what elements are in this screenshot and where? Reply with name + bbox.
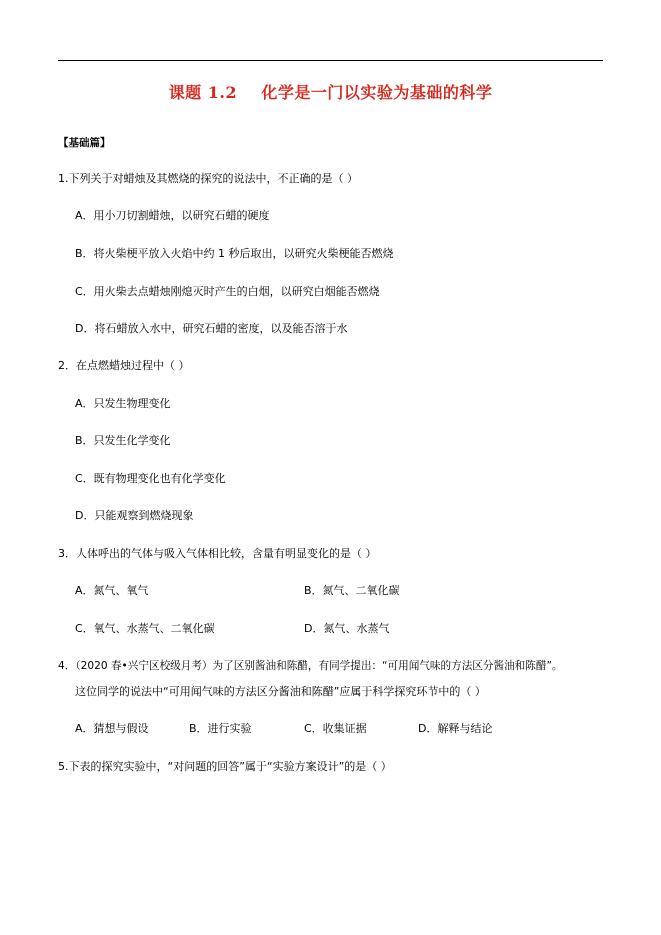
question-3-option-a: A．氮气、氧气 bbox=[75, 584, 149, 597]
header-rule bbox=[58, 60, 603, 61]
question-4-option-b: B．进行实验 bbox=[189, 722, 252, 735]
question-3-option-d: D．氮气、水蒸气 bbox=[304, 622, 390, 635]
question-5-stem: 5.下表的探究实验中，“对问题的回答”属于“实验方案设计”的是（ ） bbox=[58, 760, 392, 773]
question-1-option-c: C．用火柴去点蜡烛刚熄灭时产生的白烟，以研究白烟能否燃烧 bbox=[75, 285, 380, 298]
page-title: 课题 1.2 化学是一门以实验为基础的科学 bbox=[168, 83, 493, 102]
section-label: 【基础篇】 bbox=[58, 137, 111, 149]
question-4-stem-line-1: 4．（2020 春•兴宁区校级月考）为了区别酱油和陈醋，有同学提出：“可用闻气味的方法区分酱油和陈醋”。 bbox=[58, 660, 563, 672]
question-1-option-d: D．将石蜡放入水中，研究石蜡的密度，以及能否溶于水 bbox=[75, 322, 348, 335]
question-2-option-c: C．既有物理变化也有化学变化 bbox=[75, 472, 226, 485]
question-4-stem-line-2: 这位同学的说法中“可用闻气味的方法区分酱油和陈醋”应属于科学探究环节中的（ ） bbox=[75, 685, 486, 698]
question-3-option-c: C．氧气、水蒸气、二氧化碳 bbox=[75, 622, 215, 635]
question-4-option-c: C．收集证据 bbox=[304, 722, 367, 735]
question-3-option-b: B．氮气、二氧化碳 bbox=[304, 584, 400, 597]
question-4-option-d: D．解释与结论 bbox=[418, 722, 493, 735]
question-3-stem: 3．人体呼出的气体与吸入气体相比较，含量有明显变化的是（ ） bbox=[58, 547, 377, 560]
question-2-option-d: D．只能观察到燃烧现象 bbox=[75, 509, 194, 522]
question-2-option-b: B．只发生化学变化 bbox=[75, 434, 171, 447]
question-1-option-a: A．用小刀切割蜡烛，以研究石蜡的硬度 bbox=[75, 209, 270, 222]
question-1-option-b: B．将火柴梗平放入火焰中约 1 秒后取出，以研究火柴梗能否燃烧 bbox=[75, 247, 394, 260]
question-2-option-a: A．只发生物理变化 bbox=[75, 397, 171, 410]
question-2-stem: 2．在点燃蜡烛过程中（ ） bbox=[58, 359, 190, 372]
question-4-option-a: A．猜想与假设 bbox=[75, 722, 149, 735]
question-1-stem: 1.下列关于对蜡烛及其燃烧的探究的说法中，不正确的是（ ） bbox=[58, 172, 358, 185]
